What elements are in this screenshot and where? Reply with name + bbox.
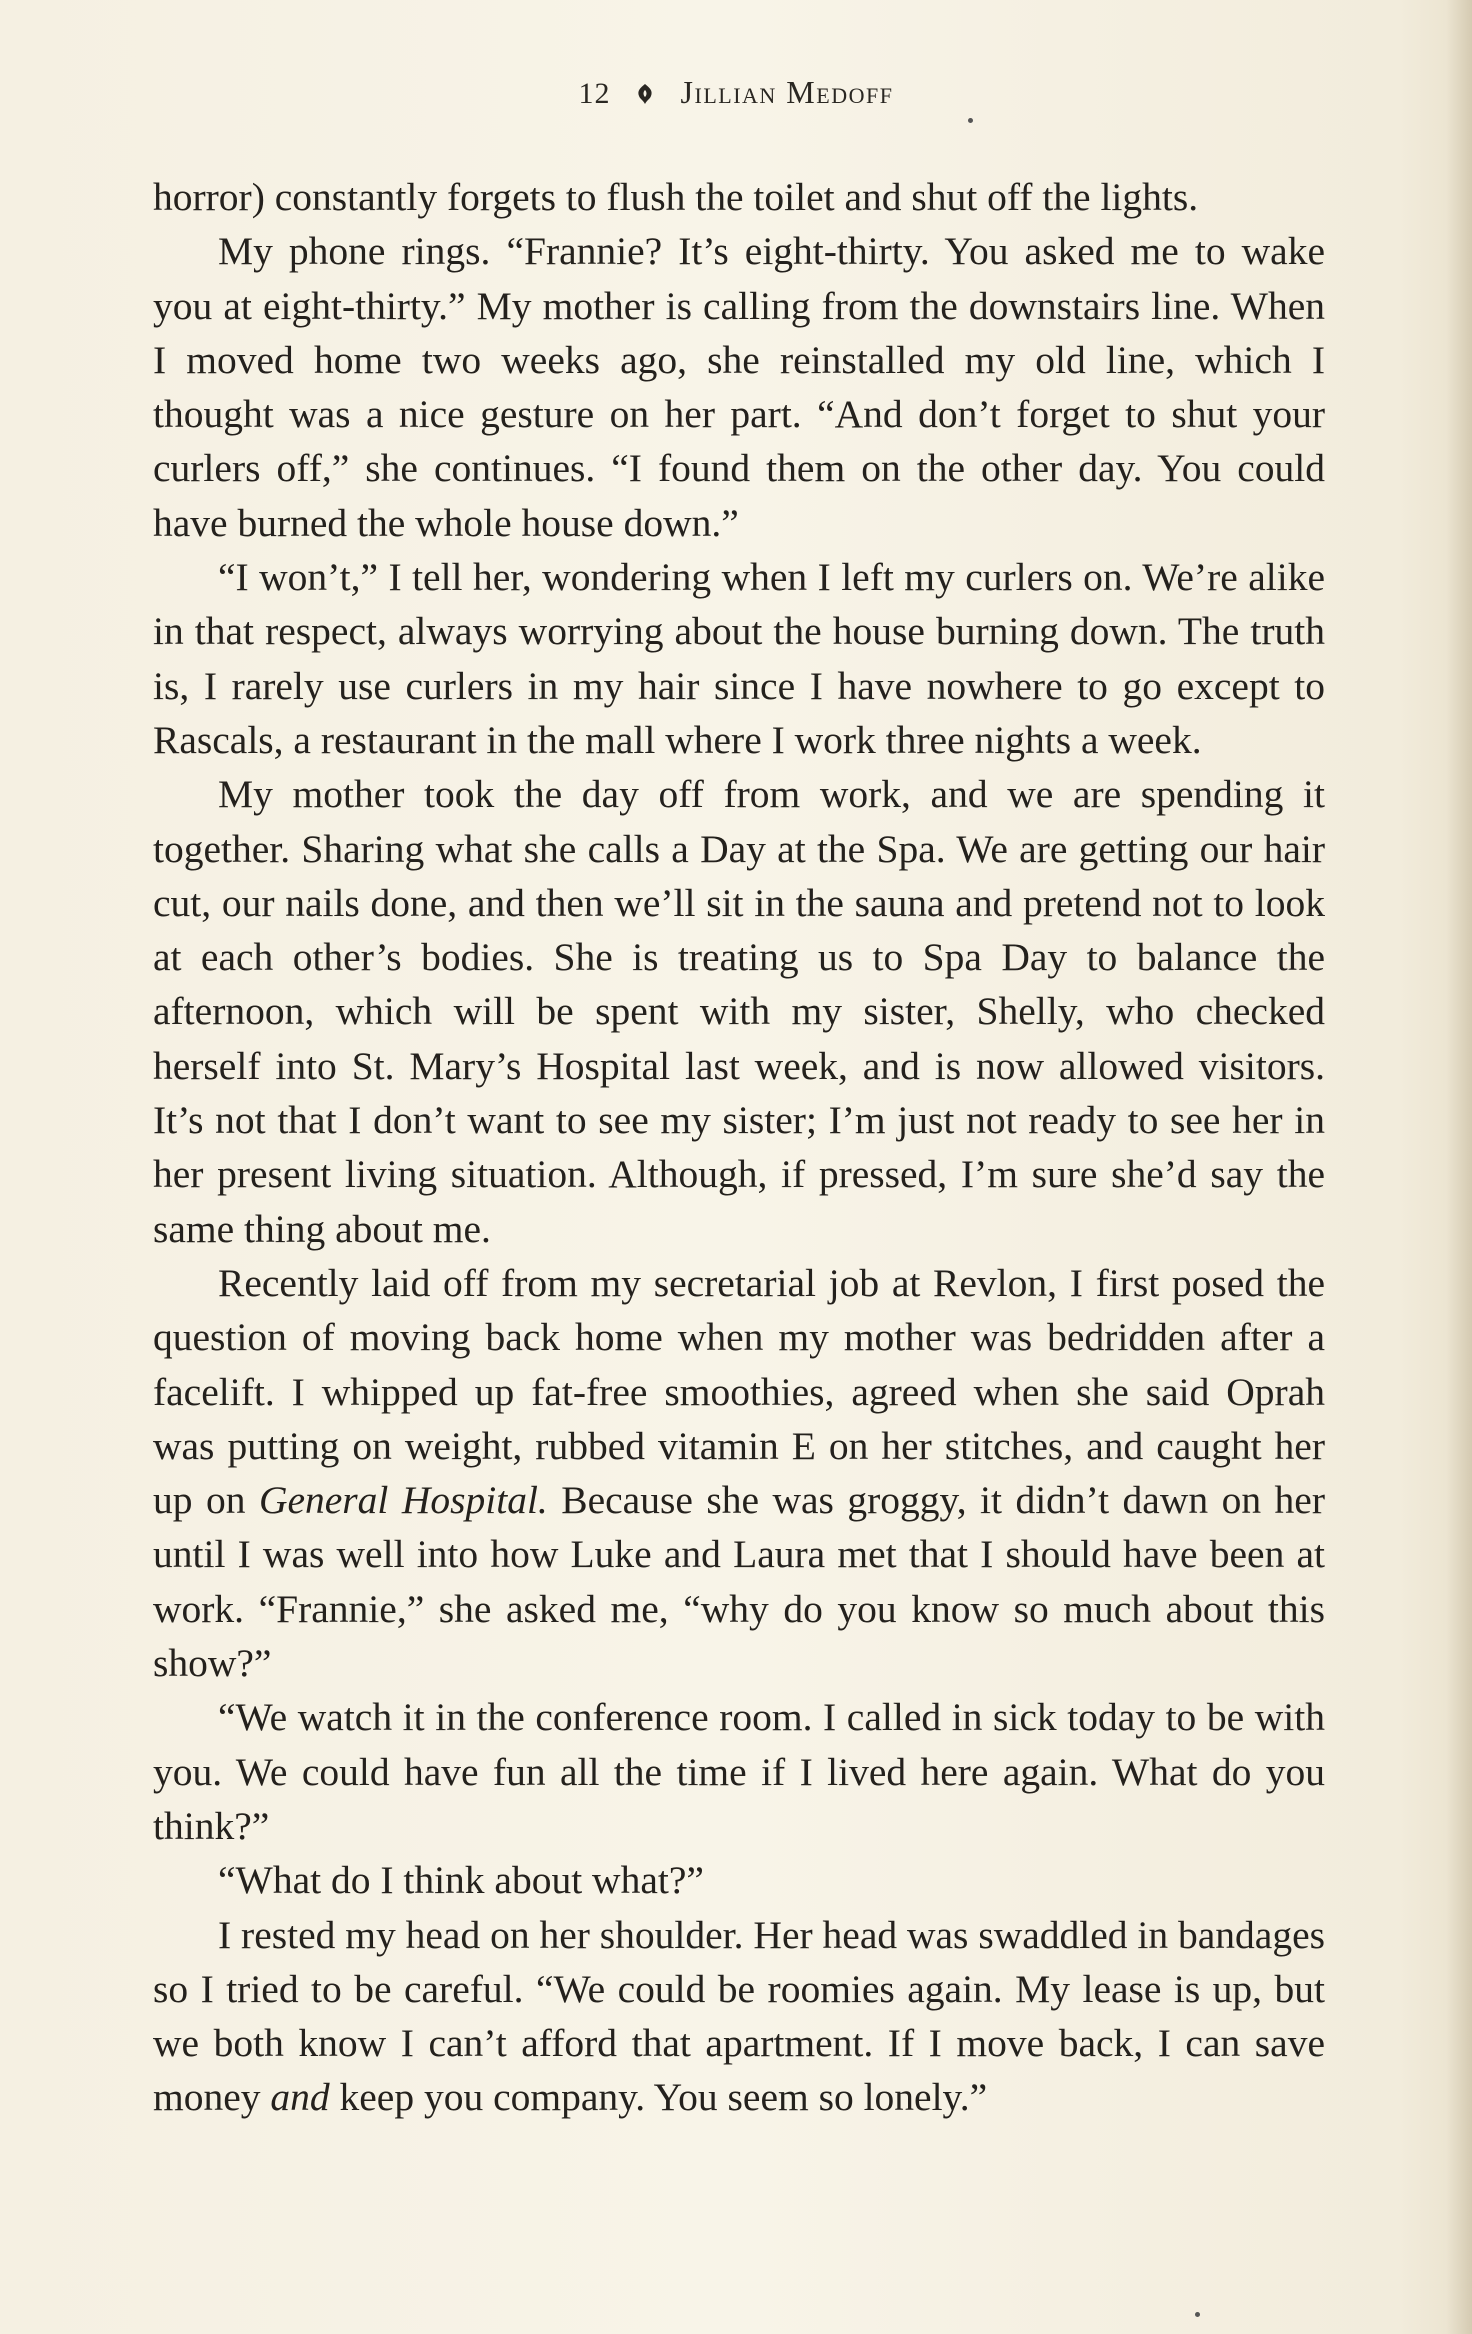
fleuron-icon xyxy=(633,80,657,104)
paper-speck xyxy=(1195,2312,1200,2317)
paragraph-7: “What do I think about what?” xyxy=(218,1858,704,1903)
paragraph-2: My phone rings. “Frannie? It’s eight-thirty. You asked me to wake you at eight-thirty.” My mother is calling from the downstairs line. When I moved home two weeks ago, she reinstalled my old line, which I thought was a nice gesture on her part. “And don’t forget to shut your curlers off,” she continues. “I found them on the other day. You could have burned the whole house down.” xyxy=(153,229,1325,545)
paragraph-4: My mother took the day off from work, and we are spending it together. Sharing what she calls a Day at the Spa. We are getting our hair cut, our nails done, and then we’ll sit in the sauna and pretend not to look at each other’s bodies. She is treating us to Spa Day to balance the afternoon, which will be spent with my sister, Shelly, who checked herself into St. Mary’s Hospital last week, and is now allowed visitors. It’s not that I don’t want to see my sister; I’m just not ready to see her in her present living situation. Although, if pressed, I’m sure she’d say the same thing about me. xyxy=(153,772,1325,1251)
running-head xyxy=(0,74,1472,111)
page-number: 12 xyxy=(578,77,611,110)
paragraph-5-text-a: Recently laid off from my secretarial job at Revlon, I first posed the question of moving back home when my mother was bedridden after a facelift. I whipped up fat-free smoothies, agreed when she said Oprah was putting on weight, rubbed vitamin E on her stitches, and caught her up on xyxy=(153,1260,1325,1523)
body-text xyxy=(153,170,1325,2125)
page-edge-shadow xyxy=(1446,0,1472,2334)
paper-speck xyxy=(968,118,973,123)
paragraph-3: “I won’t,” I tell her, wondering when I left my curlers on. We’re alike in that respect, always worrying about the house burning down. The truth is, I rarely use curlers in my hair since I have nowhere to go except to Rascals, a restaurant in the mall where I work three nights a week. xyxy=(153,555,1325,762)
author-name: Jillian Medoff xyxy=(680,74,894,110)
paragraph-1: horror) constantly forgets to flush the toilet and shut off the lights. xyxy=(153,175,1199,219)
paragraph-8 xyxy=(153,1908,1325,2125)
paragraph-5-title-italic: General Hospital. xyxy=(258,1478,548,1523)
paragraph-5 xyxy=(153,1256,1325,1690)
paragraph-8-text-a: I rested my head on her shoulder. Her head was swaddled in bandages so I tried to be careful. “We could be roomies again. My lease is up, but we both know I can’t afford that apartment. If I move back, I can save money xyxy=(153,1912,1325,2120)
paragraph-5-text-b: Because she was groggy, it didn’t dawn on her until I was well into how Luke and Laura met that I should have been at work. “Frannie,” she asked me, “why do you know so much about this show?” xyxy=(153,1478,1325,1686)
paragraph-8-text-b: keep you company. You seem so lonely.” xyxy=(329,2075,988,2120)
paragraph-8-italic-word: and xyxy=(270,2075,330,2120)
paragraph-6: “We watch it in the conference room. I called in sick today to be with you. We could have fun all the time if I lived here again. What do you think?” xyxy=(153,1695,1325,1848)
